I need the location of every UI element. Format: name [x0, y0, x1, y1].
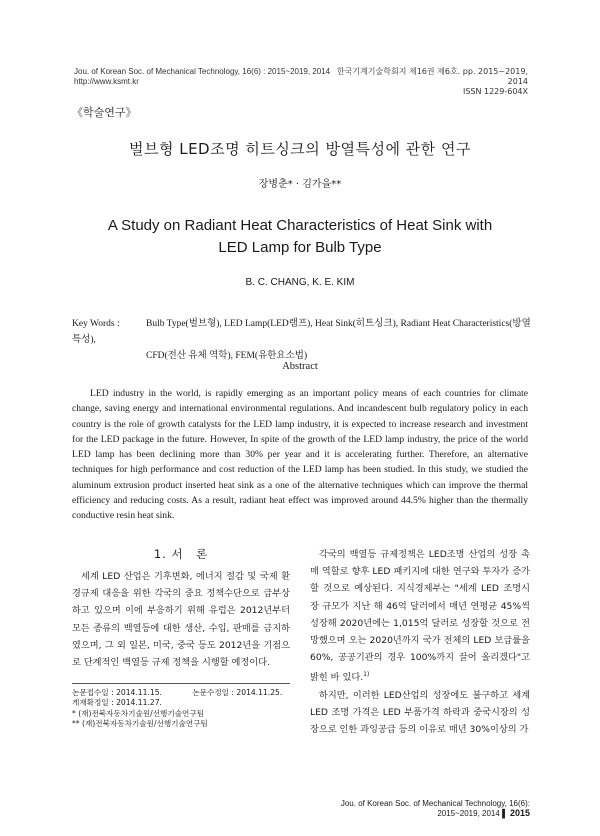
revised-date: 논문수정일 : 2014.11.25. — [192, 688, 283, 697]
keywords-label: Key Words : — [72, 319, 120, 329]
authors-en: B. C. CHANG, K. E. KIM — [245, 277, 355, 288]
page-footer: Jou. of Korean Soc. of Mechanical Technology, 16(6): 2015~2019, 2014 ▌ 2015 — [340, 799, 530, 818]
paper-title-en-line1: A Study on Radiant Heat Characteristics of Heat Sink with — [107, 217, 493, 234]
paper-title-en-line2: LED Lamp for Bulb Type — [218, 239, 382, 256]
affiliation-author1: * (재)전북자동차기술원/선행기술연구팀 — [72, 708, 205, 718]
intro-right-paragraph-2: 하지만, 이러한 LED산업의 성장에도 불구하고 세계 LED 조명 가격은 LED 부품가격 하락과 중국시장의 성장으로 인한 과잉공급 등의 이유로 매년 30%이상의 가 — [310, 689, 530, 736]
keywords-line2: CFD(전산 유체 역학), FEM(유한요소법) — [146, 351, 308, 361]
journal-header-left — [74, 67, 330, 87]
keywords — [72, 316, 532, 364]
footer-citation: Jou. of Korean Soc. of Mechanical Technology, 16(6): 2015~2019, 2014 — [340, 799, 530, 818]
paper-title-kr: 벌브형 LED조명 히트싱크의 방열특성에 관한 연구 — [128, 140, 472, 158]
section-heading-introduction: 1. 서 론 — [153, 547, 209, 561]
accepted-date: 게재확정일 : 2014.11.27. — [72, 698, 162, 708]
paper-title-en — [0, 215, 600, 259]
affiliation-author2: ** (재)전북자동차기술원/선행기술연구팀 — [72, 719, 208, 729]
journal-citation-kr: 한국기계기술학회지 제16권 제6호. pp. 2015~2019, 2014 — [336, 67, 528, 86]
issn: ISSN 1229-604X — [462, 87, 528, 96]
authors-kr: 장병춘* · 김가을** — [258, 179, 342, 190]
abstract-heading: Abstract — [282, 361, 318, 372]
reference-marker: 1) — [363, 671, 370, 679]
journal-header-right — [332, 67, 528, 97]
received-date: 논문접수일 : 2014.11.15. — [72, 688, 162, 697]
abstract-text: LED industry in the world, is rapidly emerging as an important policy means of each countries for climate change, saving energy and international environmental regulations. And incandescent bulb regulatory policy in each country is the role of growth catalysts for the LED lamp industry, it is expected to increase research and investment for the LED package in the future. However, In spite of the growth of the LED lamp industry, the price of the world LED lamp has been declining more than 30% per year and it is accelerating further. Therefore, an alternative techniques for high performance and cost reduction of the LED lamp has been studied. In this study, we studied the aluminum extrusion product inserted heat sink as a one of the alternative techniques which can improve the thermal efficiency and reducing costs. As a result, radiant heat effect was improved around 44.5% higher than the thermally conductive resin heat sink. — [72, 388, 528, 522]
intro-right-column — [310, 546, 530, 738]
footnote-divider — [72, 683, 290, 684]
footnotes — [72, 688, 302, 730]
journal-citation: Jou. of Korean Soc. of Mechanical Technology, 16(6) : 2015~2019, 2014 — [74, 67, 331, 76]
keywords-line1: Bulb Type(벌브형), LED Lamp(LED램프), Heat Sink(히트싱크), Radiant Heat Characteristics(방열특성), — [72, 319, 531, 345]
section-tag: 《학술연구》 — [72, 106, 137, 119]
page-number: 2015 — [509, 808, 530, 818]
journal-url[interactable]: http://www.ksmt.kr — [74, 77, 139, 86]
intro-left-paragraph: 세계 LED 산업은 기후변화, 에너지 절감 및 국제 환경규제 대응을 위한 각국의 중요 정책수단으로 급부상하고 있으며 이에 부응하기 위해 유럽은 2012년부터 모든 종류의 백열등에 대한 생산, 수입, 판매를 금지하였으며, 그 외 일본, 미국, 중국 등도 2012년을 기점으로 단계적인 백열등 규제 정책을 시행할 예정이다. — [72, 571, 290, 669]
intro-right-paragraph-1: 각국의 백열등 규제정책은 LED조명 산업의 성장 촉매 역할로 향후 LED 패키지에 대한 연구와 투자가 증가할 것으로 예상된다. 지식경제부는 "세계 LED 조명시장 규모가 지난 해 46억 달러에서 매년 연평균 45%씩 성장해 2020년에는 1,015억 달러로 성장할 것으로 전망했으며 오는 2020년까지 국가 전체의 LED 보급률을 60%, 공공기관의 경우 100%까지 끌어 올리겠다"고 밝힌 바 있다.$^{1)}$ — [310, 549, 530, 684]
